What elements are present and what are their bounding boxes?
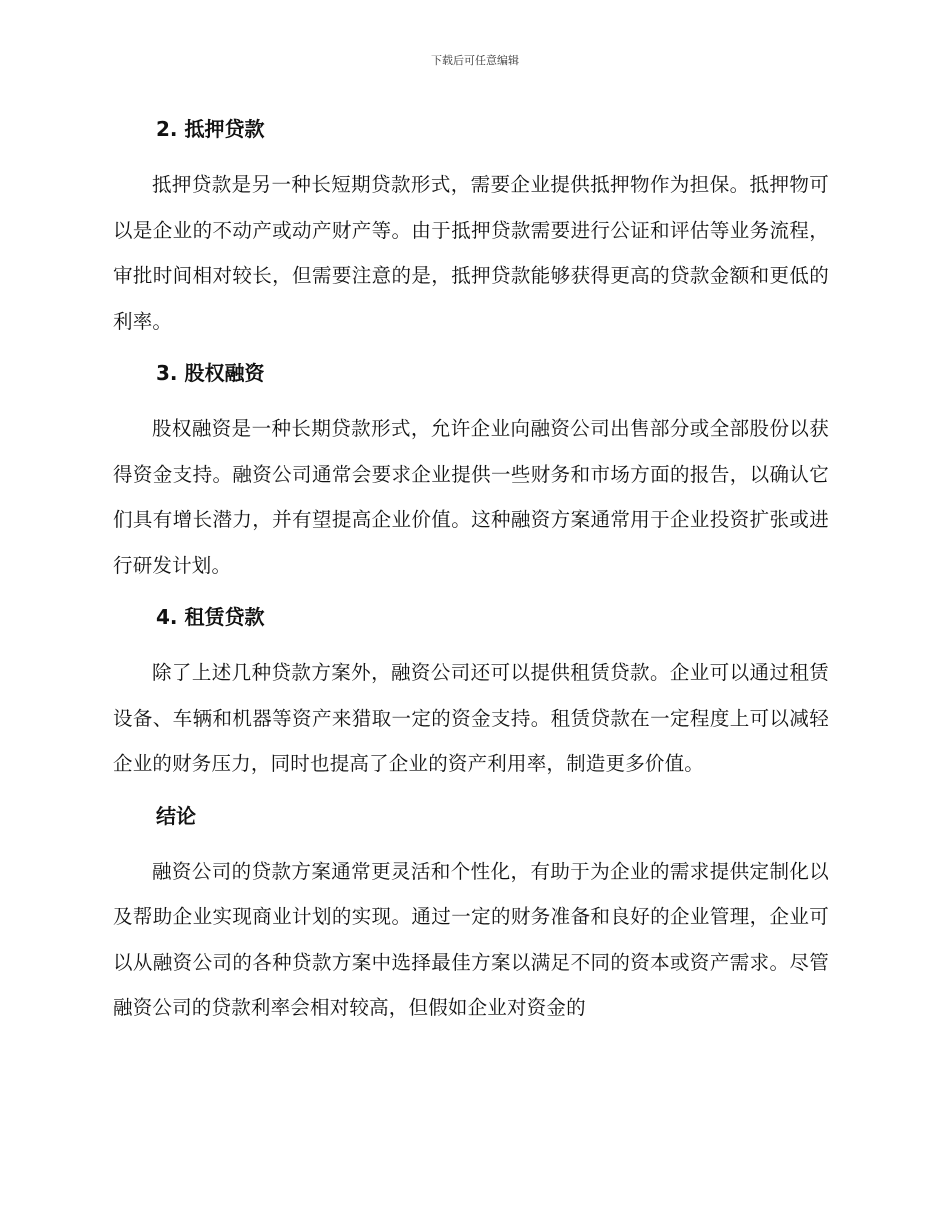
section-paragraph-equity-financing: 股权融资是一种长期贷款形式，允许企业向融资公司出售部分或全部股份以获得资金支持。融资公司通常会要求企业提供一些财务和市场方面的报告，以确认它们具有增长潜力，并有望提高企业价值。这种融资方案通常用于企业投资扩张或进行研发计划。 (113, 417, 829, 577)
section-paragraph-mortgage-loan: 抵押贷款是另一种长短期贷款形式，需要企业提供抵押物作为担保。抵押物可以是企业的不动产或动产财产等。由于抵押贷款需要进行公证和评估等业务流程，审批时间相对较长，但需要注意的是，抵押贷款能够获得更高的贷款金额和更低的利率。 (113, 173, 829, 333)
section-paragraph-conclusion: 融资公司的贷款方案通常更灵活和个性化，有助于为企业的需求提供定制化以及帮助企业实现商业计划的实现。通过一定的财务准备和良好的企业管理，企业可以从融资公司的各种贷款方案中选择最佳方案以满足不同的资本或资产需求。尽管融资公司的贷款利率会相对较高，但假如企业对资金的 (113, 859, 829, 1019)
document-body (113, 110, 829, 1031)
section-heading-mortgage-loan: 2. 抵押贷款 (156, 117, 265, 141)
section-paragraph-lease-loan: 除了上述几种贷款方案外，融资公司还可以提供租赁贷款。企业可以通过租赁设备、车辆和机器等资产来猎取一定的资金支持。租赁贷款在一定程度上可以减轻企业的财务压力，同时也提高了企业的资产利用率，制造更多价值。 (113, 661, 829, 775)
section-heading-equity-financing: 3. 股权融资 (156, 361, 265, 385)
section-heading-lease-loan: 4. 租赁贷款 (156, 605, 265, 629)
page-header: 下载后可任意编辑 (431, 54, 519, 67)
section-heading-conclusion: 结论 (156, 803, 196, 828)
